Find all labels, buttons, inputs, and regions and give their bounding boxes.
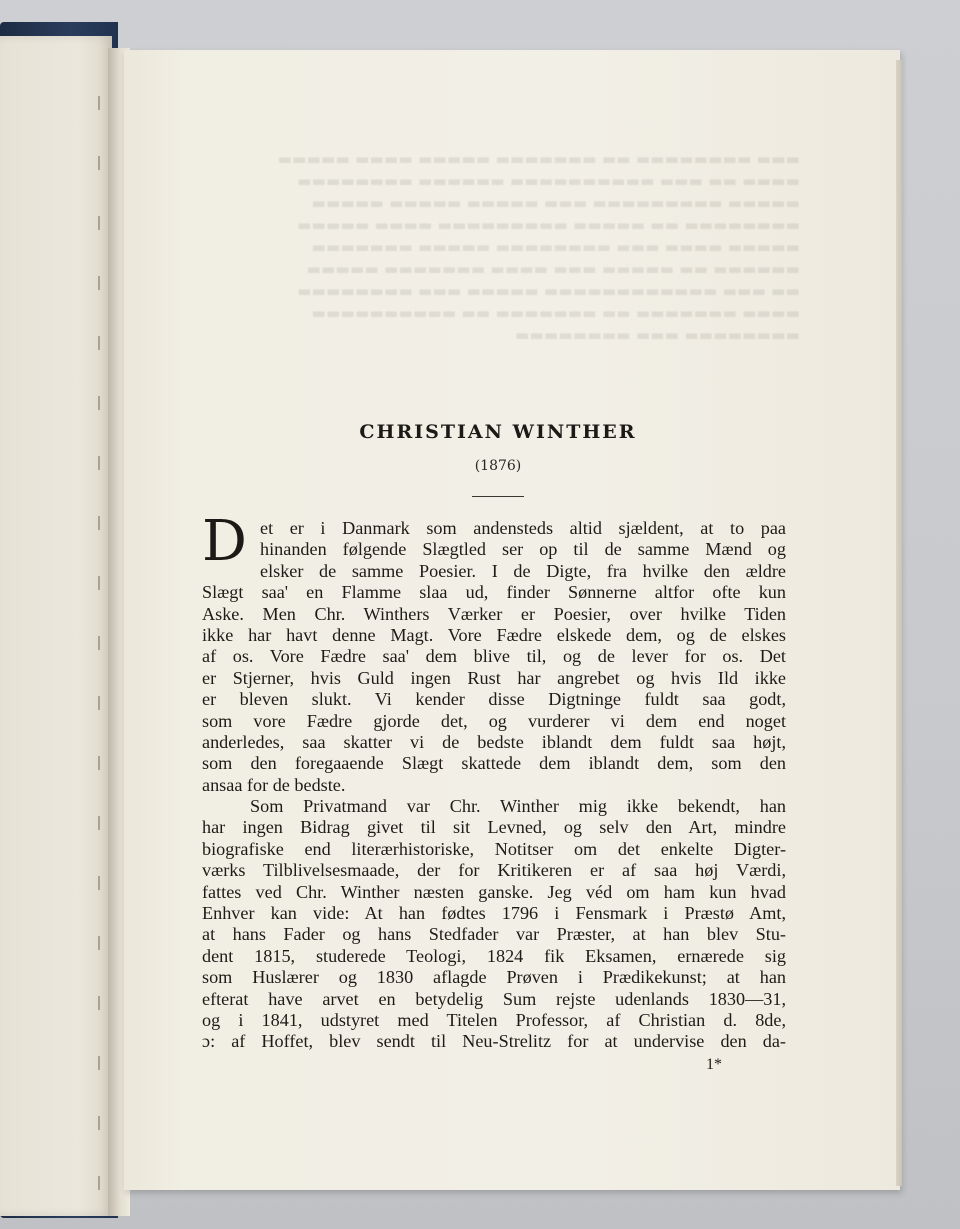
text-line: Som Privatmand var Chr. Winther mig ikke bekendt, han [250, 796, 786, 817]
text-line: Aske. Men Chr. Winthers Værker er Poesier, over hvilke Tiden [202, 603, 786, 624]
page-edge [896, 60, 902, 1186]
show-through-text: ▬▬▬ ▬▬▬▬▬▬▬▬ ▬▬ ▬▬▬▬▬▬▬ ▬▬▬▬▬ ▬▬▬▬ ▬▬▬▬▬ ▬▬▬▬ ▬▬ ▬▬▬ ▬▬▬▬▬▬▬▬▬▬ ▬▬▬▬▬▬ ▬▬▬▬▬▬▬▬ ▬▬▬▬▬ ▬▬▬▬▬▬▬▬▬ ▬▬▬ ▬▬▬▬▬ ▬▬▬▬▬ ▬▬▬▬▬ ▬▬▬▬▬▬▬▬ ▬▬ ▬▬▬▬▬ ▬▬▬▬▬▬▬▬▬ ▬▬▬▬ ▬▬▬▬▬ ▬▬▬▬▬ ▬▬▬▬ ▬▬▬ ▬▬▬▬▬▬▬▬ ▬▬▬▬▬ ▬▬▬▬▬▬▬ ▬▬▬▬▬▬ ▬▬ ▬▬▬▬▬ ▬▬▬ ▬▬▬▬ ▬▬▬▬▬▬▬ ▬▬▬▬▬ ▬▬ ▬▬▬ ▬▬▬▬▬▬▬▬▬▬▬▬ ▬▬▬▬▬ ▬▬▬ ▬▬▬▬▬▬▬▬ ▬▬▬▬ ▬▬▬▬▬▬▬ ▬▬ ▬▬▬▬▬▬▬ ▬▬ ▬▬▬▬▬▬▬▬▬▬ ▬▬▬▬▬▬▬▬ ▬▬▬ ▬▬▬▬▬▬▬▬ [277, 150, 800, 344]
text-line: dent 1815, studerede Teologi, 1824 fik Eksamen, ernærede sig [202, 945, 786, 966]
text-line: ɔ: af Hoffet, blev sendt til Neu-Strelitz for at undervise den da- [202, 1031, 786, 1052]
text-line: elsker de samme Poesier. I de Digte, fra hvilke den ældre [260, 560, 786, 581]
text-line: er bleven slukt. Vi kender disse Digtninge fuldt saa godt, [202, 689, 786, 710]
text-line: et er i Danmark som andensteds altid sjældent, at to paa [260, 518, 786, 538]
text-line: som Huslærer og 1830 aflagde Prøven i Prædikekunst; at han [202, 967, 786, 988]
text-line: ikke har havt denne Magt. Vore Fædre elskede dem, og de elskes [202, 624, 786, 645]
binding-stitch [98, 96, 100, 1216]
text-line: Enhver kan vide: At han fødtes 1796 i Fensmark i Præstø Amt, [202, 903, 786, 924]
text-line: hinanden følgende Slægtled ser op til de samme Mænd og [260, 539, 786, 560]
text-line: at hans Fader og hans Stedfader var Præster, at han blev Stu- [202, 924, 786, 945]
text-line: værks Tilblivelsesmaade, der for Kritikeren er af saa høj Værdi, [202, 860, 786, 881]
page-signature: 1* [706, 1056, 722, 1073]
text-line: biografiske end literærhistoriske, Notitser om det enkelte Digter- [202, 838, 786, 859]
text-line: af os. Vore Fædre saa' dem blive til, og de lever for os. Det [202, 646, 786, 667]
drop-cap: D [202, 509, 247, 574]
text-line: har ingen Bidrag givet til sit Levned, og selv den Art, mindre [202, 817, 786, 838]
text-line: anderledes, saa skatter vi de bedste iblandt dem fuldt saa højt, [202, 731, 786, 752]
text-line: ansaa for de bedste. [202, 774, 346, 795]
text-line: fattes ved Chr. Winther næsten ganske. Jeg véd om ham kun hvad [202, 881, 786, 902]
text-line: er Stjerner, hvis Guld ingen Rust har angrebet og hvis Ild ikke [202, 667, 786, 688]
title-rule [472, 496, 524, 497]
text-line: som vore Fædre gjorde det, og vurderer vi dem end noget [202, 710, 786, 731]
text-line: efterat have arvet en betydelig Sum rejste udenlands 1830—31, [202, 988, 786, 1009]
body-text [202, 518, 786, 1053]
text-line: som den foregaaende Slægt skattede dem iblandt dem, som den [202, 753, 786, 774]
chapter-year: (1876) [474, 458, 522, 474]
text-line: Slægt saa' en Flamme slaa ud, finder Sønnerne altfor ofte kun [202, 582, 786, 603]
chapter-title: CHRISTIAN WINTHER [359, 421, 637, 443]
left-page [0, 36, 112, 1216]
text-line: og i 1841, udstyret med Titelen Professor, af Christian d. 8de, [202, 1009, 786, 1030]
